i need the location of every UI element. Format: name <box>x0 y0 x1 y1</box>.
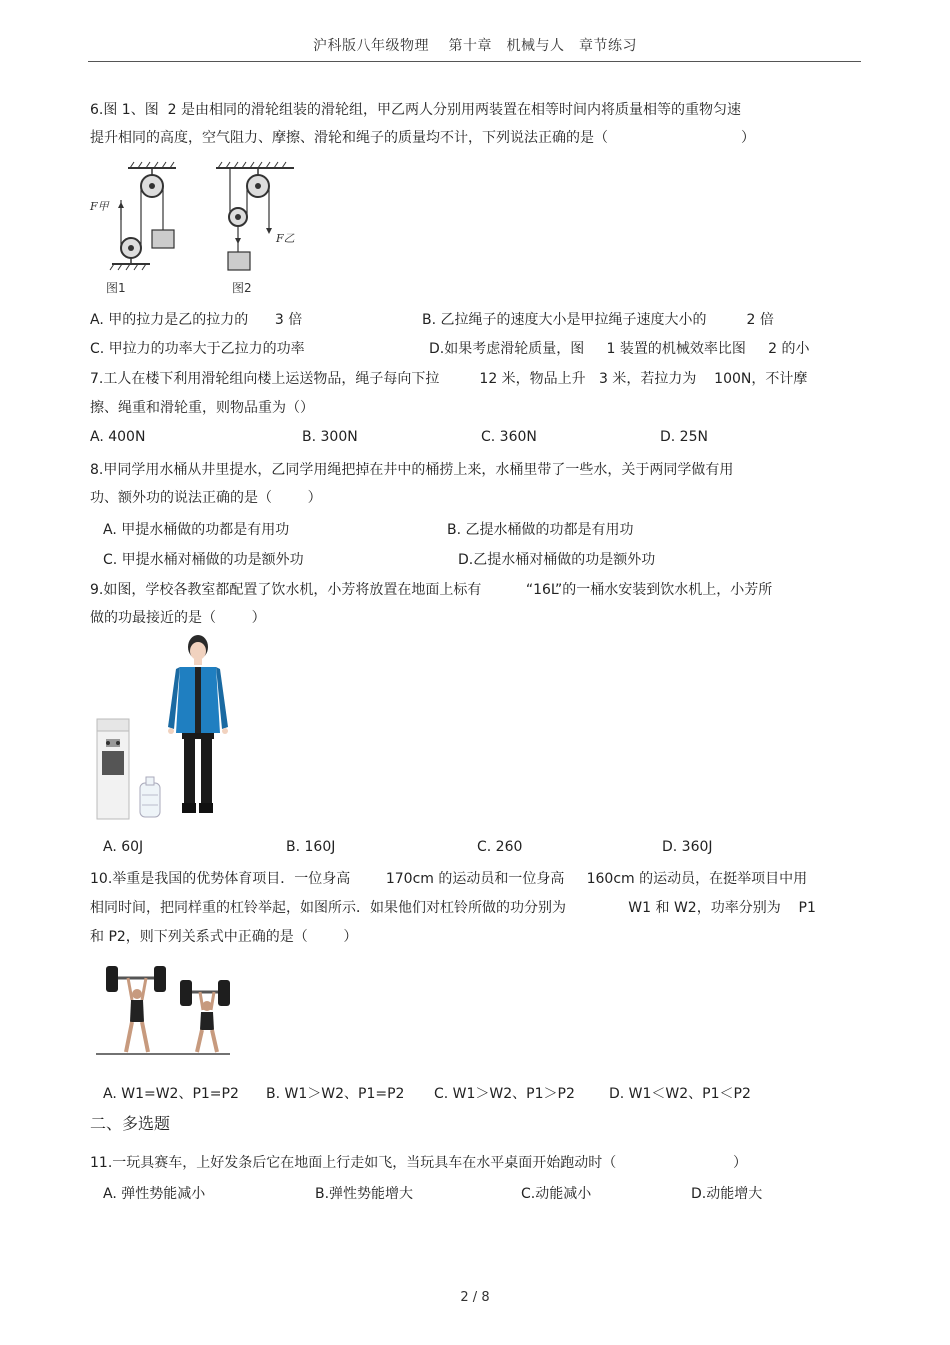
q8-option-c: C. 甲提水桶对桶做的功是额外功 <box>103 552 304 568</box>
q8-text-line1: 8.甲同学用水桶从井里提水，乙同学用绳把掉在井中的桶捞上来，水桶里带了一些水，关于两同学做有用 <box>90 462 734 478</box>
q9-option-c: C. 260 <box>477 839 523 855</box>
weightlifter-1 <box>106 966 166 1052</box>
q9-text-line2: 做的功最接近的是（ ） <box>90 610 266 626</box>
q9-option-a: A. 60J <box>103 839 144 855</box>
q7-option-c: C. 360N <box>481 429 537 445</box>
figure-1-pulley-system <box>89 162 176 295</box>
q10-text-line3: 和 P2，则下列关系式中正确的是（ ） <box>90 929 358 945</box>
q8-text-line2: 功、额外功的说法正确的是（ ） <box>90 490 322 506</box>
q8-option-a: A. 甲提水桶做的功都是有用功 <box>103 522 290 538</box>
q10-option-d: D. W1＜W2、P1＜P2 <box>609 1086 751 1102</box>
q6-option-a: A. 甲的拉力是乙的拉力的 3 倍 <box>90 312 303 328</box>
q6-text-line2: 提升相同的高度，空气阻力、摩擦、滑轮和绳子的质量均不计，下列说法正确的是（ <box>90 130 608 146</box>
force-label-1: F甲 <box>90 200 109 213</box>
section-title: 二、多选题 <box>90 1114 171 1133</box>
q9-text-line1: 9.如图，学校各教室都配置了饮水机，小芳将放置在地面上标有 “16L”的一桶水安装到饮水机上，小芳所 <box>90 582 773 598</box>
q7-text-line2: 擦、绳重和滑轮重，则物品重为（） <box>90 400 314 416</box>
weightlifters-figure <box>94 958 234 1060</box>
q8-option-b: B. 乙提水桶做的功都是有用功 <box>447 522 634 538</box>
water-dispenser-figure <box>94 633 244 823</box>
q11-option-c: C.动能减小 <box>521 1186 592 1202</box>
weightlifter-2 <box>180 980 230 1052</box>
q10-text-line2: 相同时间，把同样重的杠铃举起，如图所示．如果他们对杠铃所做的功分别为 W1 和 W2，功率分别为 P1 <box>90 900 816 916</box>
q6-paren-close: ） <box>741 130 755 146</box>
q6-option-c: C. 甲拉力的功率大于乙拉力的功率 <box>90 341 305 357</box>
q6-option-d: D.如果考虑滑轮质量，图 1 装置的机械效率比图 2 的小 <box>429 341 810 357</box>
q7-option-a: A. 400N <box>90 429 146 445</box>
q7-text-line1: 7.工人在楼下利用滑轮组向楼上运送物品，绳子每向下拉 12 米，物品上升 3 米，若拉力为 100N，不计摩 <box>90 371 808 387</box>
pulley-figures <box>88 160 303 300</box>
q9-option-d: D. 360J <box>662 839 713 855</box>
force-label-2: F乙 <box>276 232 295 245</box>
q10-option-c: C. W1＞W2、P1＞P2 <box>434 1086 575 1102</box>
page-number: 2 / 8 <box>460 1290 490 1305</box>
q10-option-a: A. W1=W2、P1=P2 <box>103 1086 239 1102</box>
water-bottle <box>140 777 160 817</box>
water-dispenser <box>97 719 129 819</box>
q11-text-line1: 11.一玩具赛车，上好发条后它在地面上行走如飞，当玩具车在水平桌面开始跑动时（ <box>90 1155 617 1171</box>
q11-option-d: D.动能增大 <box>691 1186 763 1202</box>
fig1-label: 图1 <box>106 281 126 295</box>
fig2-label: 图2 <box>232 281 252 295</box>
q10-option-b: B. W1＞W2、P1=P2 <box>266 1086 405 1102</box>
student-figure <box>168 635 228 813</box>
q6-option-b: B. 乙拉绳子的速度大小是甲拉绳子速度大小的 2 倍 <box>422 312 774 328</box>
q6-text-line1: 6.图 1、图 2 是由相同的滑轮组装的滑轮组，甲乙两人分别用两装置在相等时间内将质量相等的重物匀速 <box>90 102 741 118</box>
page-header: 沪科版八年级物理 第十章 机械与人 章节练习 <box>313 38 637 54</box>
figure-2-pulley-system <box>216 162 295 295</box>
q11-option-a: A. 弹性势能减小 <box>103 1186 206 1202</box>
q10-text-line1: 10.举重是我国的优势体育项目．一位身高 170cm 的运动员和一位身高 160cm 的运动员，在挺举项目中用 <box>90 871 808 887</box>
q9-option-b: B. 160J <box>286 839 336 855</box>
q7-option-b: B. 300N <box>302 429 358 445</box>
q11-paren-close: ） <box>733 1155 747 1171</box>
q11-option-b: B.弹性势能增大 <box>315 1186 414 1202</box>
q8-option-d: D.乙提水桶对桶做的功是额外功 <box>458 552 656 568</box>
q7-option-d: D. 25N <box>660 429 708 445</box>
header-divider <box>88 61 861 62</box>
